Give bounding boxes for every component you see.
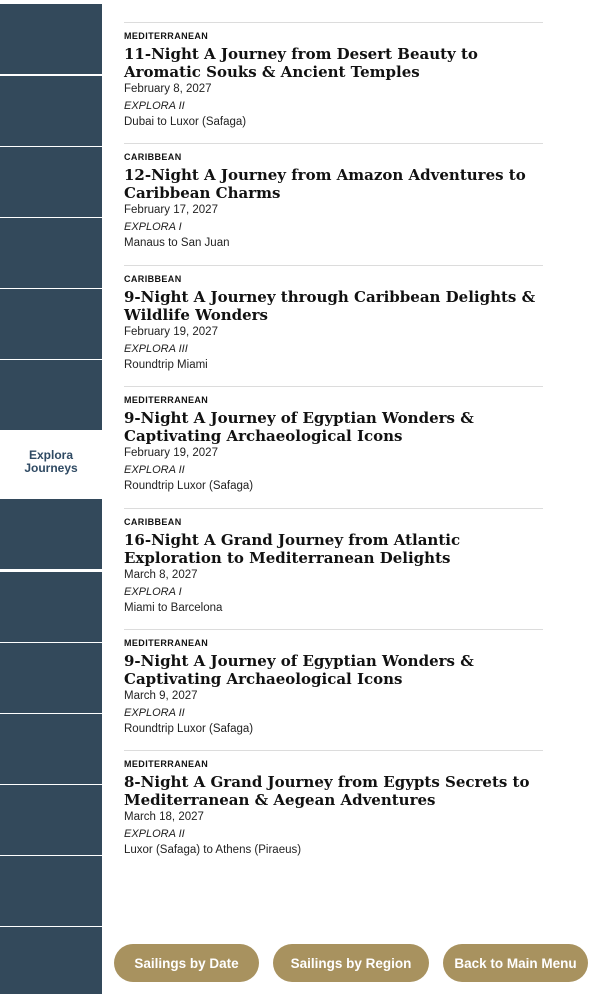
journey-ship: EXPLORA II <box>124 828 185 841</box>
sidebar-tab-1[interactable] <box>0 4 102 74</box>
sidebar-tab-5[interactable] <box>0 289 102 359</box>
journey-route: Miami to Barcelona <box>124 601 223 614</box>
journey-date: March 9, 2027 <box>124 689 198 702</box>
sidebar-tab-10[interactable] <box>0 643 102 713</box>
journey-item[interactable] <box>124 629 543 750</box>
sidebar-tab-13[interactable] <box>0 856 102 926</box>
journey-title: 9-Night A Journey through Caribbean Delights & Wildlife Wonders <box>124 287 536 324</box>
journey-region: MEDITERRANEAN <box>124 759 209 770</box>
journey-ship: EXPLORA I <box>124 585 182 598</box>
journey-date: February 19, 2027 <box>124 325 218 338</box>
journey-ship: EXPLORA I <box>124 221 182 234</box>
journey-title: 9-Night A Journey of Egyptian Wonders & Captivating Archaeological Icons <box>124 651 474 688</box>
sidebar-tab-4[interactable] <box>0 218 102 288</box>
journey-region: CARIBBEAN <box>124 516 182 527</box>
sidebar-tab-14[interactable] <box>0 927 102 994</box>
journey-title: 9-Night A Journey of Egyptian Wonders & Captivating Archaeological Icons <box>124 409 474 446</box>
journey-region: CARIBBEAN <box>124 152 182 163</box>
back-to-main-menu-button[interactable]: Back to Main Menu <box>443 944 588 982</box>
journey-route: Luxor (Safaga) to Athens (Piraeus) <box>124 844 302 857</box>
sidebar-tab-label: Explora Journeys <box>24 448 78 475</box>
journey-route: Roundtrip Luxor (Safaga) <box>124 480 254 493</box>
journey-region: CARIBBEAN <box>124 273 182 284</box>
journey-date: March 18, 2027 <box>124 811 204 824</box>
journey-ship: EXPLORA II <box>124 464 185 477</box>
journey-list <box>124 22 543 872</box>
journey-ship: EXPLORA II <box>124 706 185 719</box>
sailings-by-region-button[interactable]: Sailings by Region <box>273 944 429 982</box>
journey-ship: EXPLORA III <box>124 342 188 355</box>
journey-route: Dubai to Luxor (Safaga) <box>124 116 247 128</box>
journey-route: Roundtrip Miami <box>124 358 208 371</box>
sidebar-tab-12[interactable] <box>0 785 102 855</box>
journey-title: 12-Night A Journey from Amazon Adventures to Caribbean Charms <box>124 166 526 203</box>
journey-item[interactable] <box>124 750 543 871</box>
journey-ship: EXPLORA II <box>124 100 185 112</box>
sidebar-tab-9[interactable] <box>0 572 102 642</box>
journey-route: Roundtrip Luxor (Safaga) <box>124 722 254 735</box>
sidebar-tab-11[interactable] <box>0 714 102 784</box>
journey-region: MEDITERRANEAN <box>124 395 209 406</box>
journey-date: February 8, 2027 <box>124 83 212 95</box>
sidebar-tab-explora-journeys[interactable] <box>0 431 102 493</box>
journey-route: Manaus to San Juan <box>124 237 230 250</box>
sidebar-tab-8[interactable] <box>0 499 102 569</box>
journey-title: 8-Night A Grand Journey from Egypts Secrets to Mediterranean & Aegean Adventures <box>124 773 530 810</box>
sidebar-tab-2[interactable] <box>0 76 102 146</box>
journey-item[interactable] <box>124 508 543 629</box>
sidebar-tab-3[interactable] <box>0 147 102 217</box>
sailings-by-date-button[interactable]: Sailings by Date <box>114 944 259 982</box>
sidebar-tab-6[interactable] <box>0 360 102 430</box>
journey-title: 16-Night A Grand Journey from Atlantic Exploration to Mediterranean Delights <box>124 530 461 567</box>
journey-item[interactable] <box>124 386 543 507</box>
journey-date: February 17, 2027 <box>124 204 218 217</box>
journey-region: MEDITERRANEAN <box>124 637 209 648</box>
journey-item[interactable] <box>124 143 543 264</box>
journey-item[interactable] <box>124 22 543 143</box>
sidebar-nav <box>0 0 102 994</box>
journey-item[interactable] <box>124 265 543 386</box>
journey-date: February 19, 2027 <box>124 447 218 460</box>
journey-region: MEDITERRANEAN <box>124 31 209 41</box>
journey-date: March 8, 2027 <box>124 568 198 581</box>
journey-title: 11-Night A Journey from Desert Beauty to Aromatic Souks & Ancient Temples <box>124 45 478 81</box>
